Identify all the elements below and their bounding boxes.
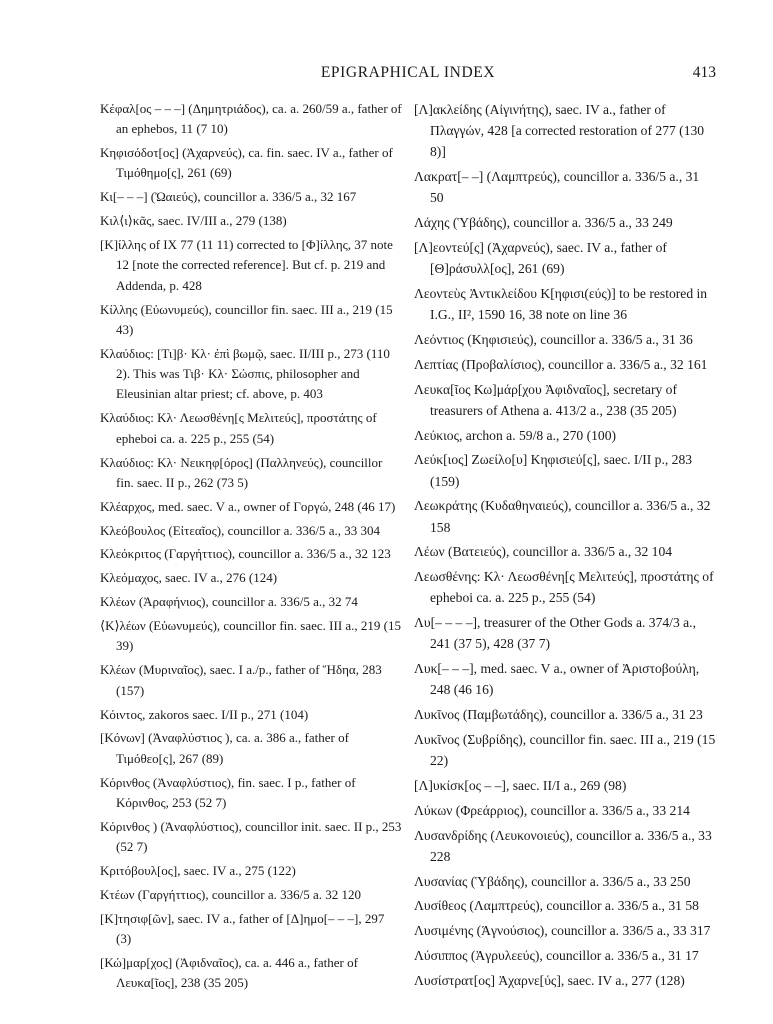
index-entry: Κλαύδιος: [Τι]β· Κλ· ἐπὶ βωμῷ, saec. II/III p., 273 (110 2). This was Τιβ· Κλ· Σώσπις, philosopher and Eleusinian altar priest; cf. above, p. 403 xyxy=(100,345,390,402)
index-entry: Κόιντος, zakoros saec. I/II p., 271 (104) xyxy=(100,706,309,722)
index-entry: Λυσιμένης (Ἁγνούσιος), councillor a. 336/5 a., 33 317 xyxy=(414,923,711,939)
index-entry: Λεύκιος, archon a. 59/8 a., 270 (100) xyxy=(414,427,617,443)
page-title: EPIGRAPHICAL INDEX xyxy=(320,64,496,81)
index-entry: Λεοντεὺς Ἀντικλείδου Κ[ηφισι(εύς)] to be restored in I.G., II², 1590 16, 38 note on line 36 xyxy=(414,286,708,323)
index-entry: Λυκῖνος (Παμβωτάδης), councillor a. 336/5 a., 31 23 xyxy=(414,707,703,723)
index-entry: Λεωσθένης: Κλ· Λεωσθένη[ς Μελιτεύς], προστάτης of epheboi ca. a. 225 p., 255 (54) xyxy=(414,569,714,606)
index-entry: Κλέων (Μυριναῖος), saec. I a./p., father of Ἥδηα, 283 (157) xyxy=(100,662,382,698)
index-entry: Κόρινθος (Ἀναφλύστιος), fin. saec. I p., father of Κόρινθος, 253 (52 7) xyxy=(100,774,356,810)
index-entry: Κλεόβουλος (Εἰτεαῖος), councillor a. 336/5 a., 33 304 xyxy=(100,522,380,538)
index-entry: Λυ[– – – –], treasurer of the Other Gods a. 374/3 a., 241 (37 5), 428 (37 7) xyxy=(414,615,696,652)
index-entry: [Κώ]μαρ[χος] (Ἀφιδναῖος), ca. a. 446 a., father of Λευκα[ῖος], 238 (35 205) xyxy=(100,954,358,991)
index-entry: Κλαύδιος: Κλ· Λεωσθένη[ς Μελιτεύς], προστάτης of epheboi ca. a. 225 p., 255 (54) xyxy=(100,410,377,446)
index-entry: Λύσιππος (Ἀγρυλεεύς), councillor a. 336/5 a., 31 17 xyxy=(414,947,699,963)
index-entry: Κόρινθος ) (Ἀναφλύστιος), councillor init. saec. II p., 253 (52 7) xyxy=(100,818,402,855)
index-entry: Λεωκράτης (Κυδαθηναιεύς), councillor a. 336/5 a., 32 158 xyxy=(414,498,711,535)
index-entry: [Κ]τησιφ[ῶν], saec. IV a., father of [Δ]ημο[– – –], 297 (3) xyxy=(100,910,385,947)
index-entry: Κηφισόδοτ[ος] (Ἀχαρνεύς), ca. fin. saec. IV a., father of Τιμόθημο[ς], 261 (69) xyxy=(100,145,393,181)
index-entry: Λύκων (Φρεάρριος), councillor a. 336/5 a., 33 214 xyxy=(414,802,690,818)
index-entry: [Λ]εοντεύ[ς] (Ἀχαρνεύς), saec. IV a., father of [Θ]ράσυλλ[ος], 261 (69) xyxy=(414,240,667,277)
index-entry: Λάχης (Ὑβάδης), councillor a. 336/5 a., 33 249 xyxy=(414,215,673,231)
index-entry: [Κ]ίλλης of IX 77 (11 11) corrected to [Φ]ίλλης, 37 note 12 [note the corrected reference]. But cf. p. 219 and Addenda, p. 428 xyxy=(100,237,393,293)
index-entry: Κι[– – –] (Ὠαιεύς), councillor a. 336/5 a., 32 167 xyxy=(100,189,357,205)
index-entry: Κτέων (Γαργήττιος), councillor a. 336/5 a. 32 120 xyxy=(100,886,361,902)
running-head xyxy=(100,64,716,86)
index-entry: Κέφαλ[ος – – –] (Δημητριάδος), ca. a. 260/59 a., father of an ephebos, 11 (7 10) xyxy=(100,101,402,137)
index-entry: Λεύκ[ιος] Ζωείλο[υ] Κηφισιεύ[ς], saec. I/II p., 283 (159) xyxy=(414,452,693,489)
index-entry: Κιλ⟨ι⟩κᾶς, saec. IV/III a., 279 (138) xyxy=(100,213,287,229)
index-entry: Λεπτίας (Προβαλίσιος), councillor a. 336/5 a., 32 161 xyxy=(414,356,708,372)
index-entry: Λέων (Βατειεύς), councillor a. 336/5 a., 32 104 xyxy=(414,544,673,560)
index-entry: Λυσανδρίδης (Λευκονοιεύς), councillor a. 336/5 a., 33 228 xyxy=(414,827,712,864)
index-entry: Λυσανίας (Ὑβάδης), councillor a. 336/5 a., 33 250 xyxy=(414,873,691,889)
index-entry: Κλεόκριτος (Γαργήττιος), councillor a. 336/5 a., 32 123 xyxy=(100,546,391,562)
index-entry: Κλέων (Ἀραφήνιος), councillor a. 336/5 a., 32 74 xyxy=(100,594,358,610)
index-entry: Λεόντιος (Κηφισιεύς), councillor a. 336/5 a., 31 36 xyxy=(414,332,693,347)
index-entry: Λυκ[– – –], med. saec. V a., owner of Ἀριστοβούλη, 248 (46 16) xyxy=(414,661,700,698)
index-entry: Λυσίστρατ[ος] Ἀχαρνε[ύς], saec. IV a., 277 (128) xyxy=(414,972,685,988)
index-entry: Κλέαρχος, med. saec. V a., owner of Γοργώ, 248 (46 17) xyxy=(100,498,396,514)
index-entry: ⟨Κ⟩λέων (Εὐωνυμεύς), councillor fin. saec. III a., 219 (15 39) xyxy=(100,618,401,654)
index-entry: Λευκα[ῖος Κω]μάρ[χου Ἀφιδναῖος], secretary of treasurers of Athena a. 413/2 a., 238 (35 205) xyxy=(414,381,678,418)
index-entry: [Λ]ακλείδης (Αἰγινήτης), saec. IV a., father of Πλαγγών, 428 [a corrected restoration of 277 (130 8)] xyxy=(414,102,705,160)
index-entry: Λυκῖνος (Συβρίδης), councillor fin. saec. III a., 219 (15 22) xyxy=(414,731,716,769)
page-number: 413 xyxy=(692,64,716,81)
index-column-right xyxy=(414,99,716,995)
index-entry: Κλεόμαχος, saec. IV a., 276 (124) xyxy=(100,570,278,586)
index-entry: [Κόνων] (Ἀναφλύστιος ), ca. a. 386 a., father of Τιμόθεο[ς], 267 (89) xyxy=(100,730,349,766)
index-entry: Κλαύδιος: Κλ· Νεικηφ[όρος] (Παλληνεύς), councillor fin. saec. II p., 262 (73 5) xyxy=(100,454,383,490)
index-entry: Λακρατ[– –] (Λαμπτρεύς), councillor a. 336/5 a., 31 50 xyxy=(414,169,700,206)
index-entry: [Λ]υκίσκ[ος – –], saec. II/I a., 269 (98) xyxy=(414,777,627,793)
index-entry: Λυσίθεος (Λαμπτρεύς), councillor a. 336/5 a., 31 58 xyxy=(414,898,699,914)
index-entry: Κίλλης (Εὐωνυμεύς), councillor fin. saec. III a., 219 (15 43) xyxy=(100,301,393,337)
index-column-left xyxy=(100,99,402,997)
index-entry: Κριτόβουλ[ος], saec. IV a., 275 (122) xyxy=(100,862,296,878)
